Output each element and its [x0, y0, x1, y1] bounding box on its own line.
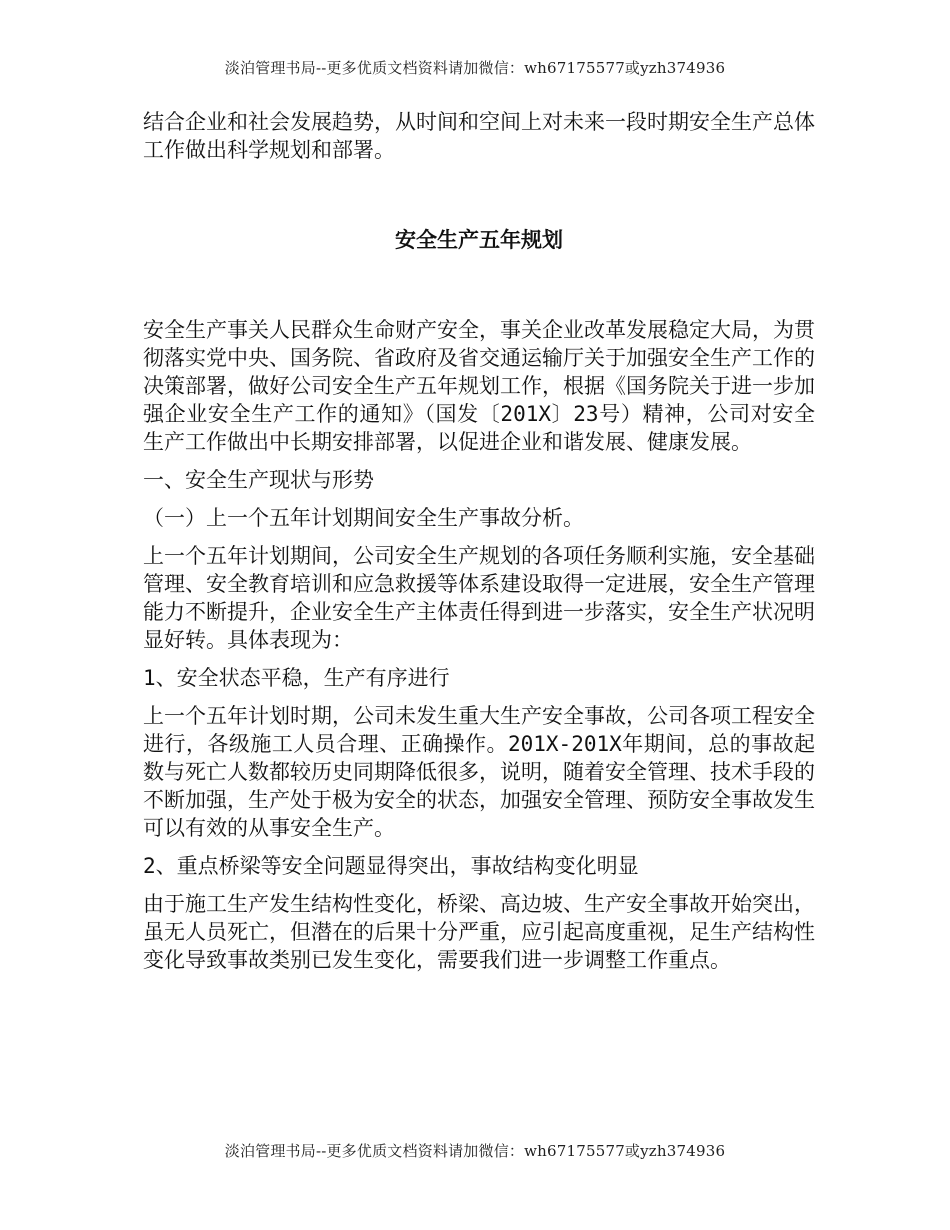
- body-paragraph: 上一个五年计划时期，公司未发生重大生产安全事故，公司各项工程安全进行，各级施工人员合理、正确操作。201X-201X年期间，总的事故起数与死亡人数都较历史同期降低很多，说明，随着安全管理、技术手段的不断加强，生产处于极为安全的状态，加强安全管理、预防安全事故发生可以有效的从事安全生产。: [143, 704, 815, 840]
- body-paragraph: 由于施工生产发生结构性变化，桥梁、高边坡、生产安全事故开始突出，虽无人员死亡，但潜在的后果十分严重，应引起高度重视，足生产结构性变化导致事故类别已发生变化，需要我们进一步调整工作重点。: [143, 892, 815, 972]
- document-title: 安全生产五年规划: [395, 228, 563, 252]
- document-body: [143, 108, 815, 974]
- item-heading: 1、安全状态平稳，生产有序进行: [143, 666, 450, 690]
- subsection-heading: （一）上一个五年计划期间安全生产事故分析。: [143, 506, 584, 530]
- body-paragraph: 上一个五年计划期间，公司安全生产规划的各项任务顺利实施，安全基础管理、安全教育培训和应急救援等体系建设取得一定进展，安全生产管理能力不断提升，企业安全生产主体责任得到进一步落实，安全生产状况明显好转。具体表现为：: [143, 544, 815, 652]
- intro-paragraph: 结合企业和社会发展趋势，从时间和空间上对未来一段时期安全生产总体工作做出科学规划和部署。: [143, 110, 815, 162]
- page-header: 淡泊管理书局--更多优质文档资料请加微信：wh67175577或yzh374936: [224, 59, 726, 77]
- section-heading: 一、安全生产现状与形势: [143, 468, 374, 492]
- body-paragraph: 安全生产事关人民群众生命财产安全，事关企业改革发展稳定大局，为贯彻落实党中央、国务院、省政府及省交通运输厅关于加强安全生产工作的决策部署，做好公司安全生产五年规划工作，根据《国务院关于进一步加强企业安全生产工作的通知》（国发〔201X〕23号）精神，公司对安全生产工作做出中长期安排部署，以促进企业和谐发展、健康发展。: [143, 318, 815, 454]
- item-heading: 2、重点桥梁等安全问题显得突出，事故结构变化明显: [143, 854, 639, 878]
- page-footer: 淡泊管理书局--更多优质文档资料请加微信：wh67175577或yzh374936: [224, 1142, 726, 1160]
